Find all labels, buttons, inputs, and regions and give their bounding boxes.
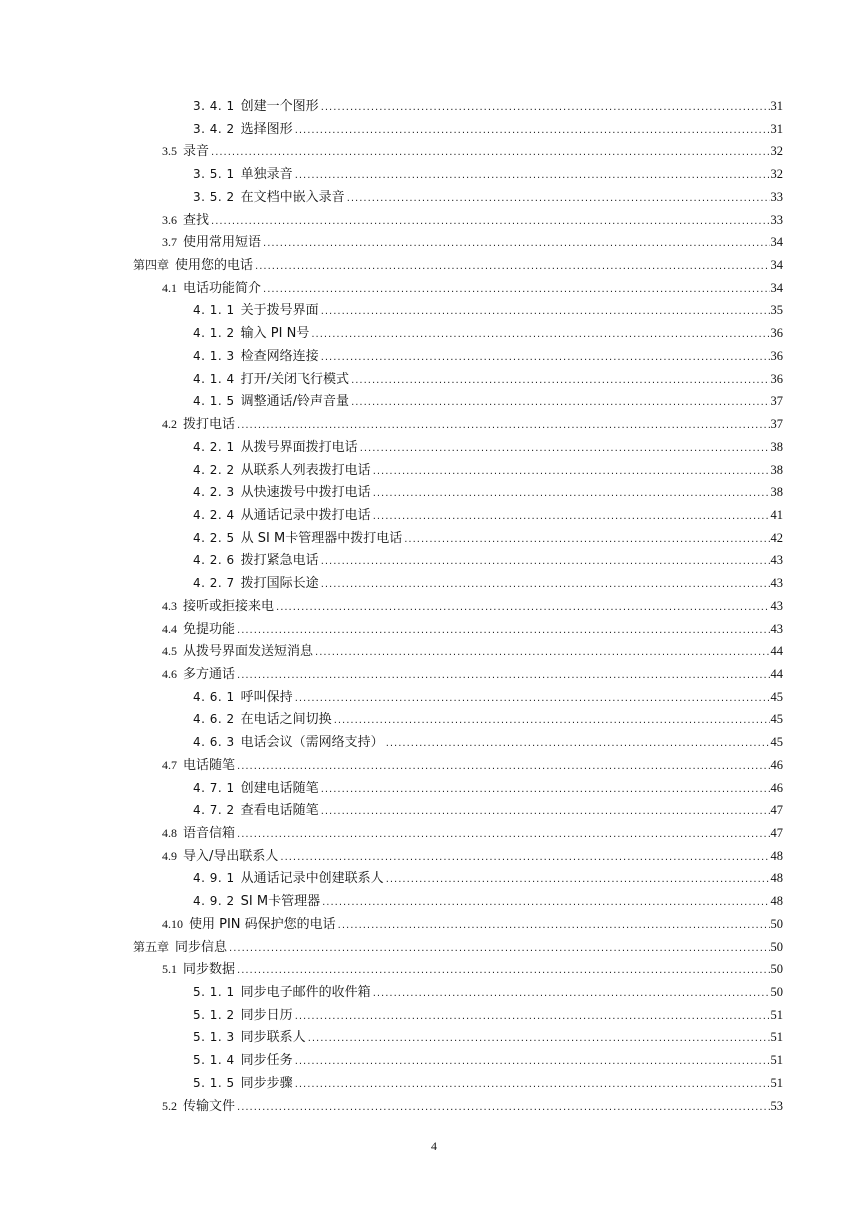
toc-entry[interactable] bbox=[0, 186, 868, 209]
toc-entry-page: 31 bbox=[770, 99, 783, 113]
toc-entry-row bbox=[193, 552, 783, 570]
dot-leader bbox=[373, 509, 770, 525]
toc-entry-row bbox=[193, 302, 783, 320]
toc-entry-title: 从快速拨号中拨打电话 bbox=[240, 485, 371, 501]
toc-entry-page: 32 bbox=[770, 167, 783, 182]
toc-entry-row bbox=[162, 643, 783, 661]
toc-entry-title: 同步数据 bbox=[183, 962, 236, 978]
toc-entry-row bbox=[193, 530, 783, 548]
toc-entry-page: 36 bbox=[770, 371, 783, 386]
toc-entry-title: 输入 PI N号 bbox=[240, 326, 310, 342]
toc-entry-page: 45 bbox=[770, 712, 783, 727]
toc-entry-title: 拨打紧急电话 bbox=[240, 553, 319, 569]
toc-entry-row bbox=[193, 575, 783, 593]
toc-entry-page: 41 bbox=[770, 507, 783, 522]
dot-leader bbox=[334, 713, 770, 729]
toc-entry[interactable] bbox=[0, 95, 868, 118]
toc-entry-number: 5. 1. 3 bbox=[193, 1030, 235, 1045]
toc-entry-number: 4. 1. 1 bbox=[193, 303, 235, 318]
toc-entry[interactable] bbox=[0, 277, 868, 300]
toc-entry-page: 51 bbox=[770, 1075, 783, 1090]
toc-entry-number: 4.8 bbox=[162, 826, 177, 840]
toc-entry-number: 3. 4. 2 bbox=[193, 121, 235, 136]
toc-entry-page: 37 bbox=[770, 417, 783, 432]
toc-entry-title: 传输文件 bbox=[183, 1098, 236, 1114]
dot-leader bbox=[360, 441, 770, 457]
toc-entry-title: 电话功能简介 bbox=[183, 280, 262, 296]
toc-entry-title: 调整通话/铃声音量 bbox=[240, 394, 350, 410]
toc-entry[interactable] bbox=[0, 1072, 868, 1095]
toc-entry[interactable] bbox=[0, 913, 868, 936]
toc-entry-page: 48 bbox=[770, 894, 783, 909]
toc-entry-row bbox=[193, 1052, 783, 1070]
toc-entry-title: 电话随笔 bbox=[183, 757, 236, 773]
toc-entry[interactable] bbox=[0, 231, 868, 254]
toc-entry-title: 选择图形 bbox=[240, 121, 293, 137]
toc-entry-row bbox=[162, 666, 783, 684]
dot-leader bbox=[237, 668, 769, 684]
toc-entry[interactable] bbox=[0, 413, 868, 436]
toc-entry-title: 导入/导出联系人 bbox=[183, 848, 279, 864]
toc-entry[interactable] bbox=[0, 754, 868, 777]
dot-leader bbox=[308, 1031, 770, 1047]
toc-entry-title: 检查网络连接 bbox=[240, 348, 319, 364]
dot-leader bbox=[295, 1009, 770, 1025]
toc-entry-number: 4. 1. 5 bbox=[193, 394, 235, 409]
dot-leader bbox=[295, 691, 770, 707]
toc-entry-row bbox=[193, 802, 783, 820]
toc-entry-number: 4. 2. 6 bbox=[193, 553, 235, 568]
toc-entry[interactable] bbox=[0, 209, 868, 232]
dot-leader bbox=[351, 395, 769, 411]
toc-entry-title: 同步信息 bbox=[175, 939, 228, 955]
toc-entry-title: 呼叫保持 bbox=[240, 689, 293, 705]
toc-entry-title: 使用 PIN 码保护您的电话 bbox=[189, 916, 336, 932]
toc-entry[interactable] bbox=[0, 118, 868, 141]
dot-leader bbox=[322, 895, 769, 911]
toc-entry-title: 从通话记录中拨打电话 bbox=[240, 507, 371, 523]
toc-entry-row bbox=[193, 780, 783, 798]
toc-entry-page: 34 bbox=[770, 258, 783, 273]
toc-entry[interactable] bbox=[0, 1049, 868, 1072]
toc-entry-title: 拨打电话 bbox=[183, 417, 236, 433]
dot-leader bbox=[237, 418, 769, 434]
toc-entry-number: 4. 2. 5 bbox=[193, 530, 235, 545]
toc-entry-row bbox=[193, 984, 783, 1002]
dot-leader bbox=[295, 1077, 770, 1093]
toc-entry-number: 4. 7. 1 bbox=[193, 780, 235, 795]
toc-entry-page: 38 bbox=[770, 439, 783, 454]
toc-entry[interactable] bbox=[0, 686, 868, 709]
toc-entry-title: 拨打国际长途 bbox=[240, 576, 319, 592]
toc-entry-number: 4.1 bbox=[162, 280, 177, 295]
toc-entry-page: 50 bbox=[770, 985, 783, 1000]
toc-entry-page: 36 bbox=[770, 348, 783, 363]
dot-leader bbox=[386, 872, 770, 888]
dot-leader bbox=[295, 1054, 770, 1070]
toc-entry-number: 5. 1. 2 bbox=[193, 1007, 235, 1022]
dot-leader bbox=[321, 304, 770, 320]
dot-leader bbox=[373, 464, 770, 480]
toc-entry-number: 4.7 bbox=[162, 757, 177, 772]
toc-entry-row bbox=[162, 280, 783, 298]
toc-entry[interactable] bbox=[0, 1004, 868, 1027]
toc-entry-title: 在电话之间切换 bbox=[240, 712, 332, 728]
dot-leader bbox=[338, 918, 770, 934]
toc-entry-page: 51 bbox=[770, 1053, 783, 1068]
toc-entry-number: 4. 6. 1 bbox=[193, 689, 235, 704]
toc-entry-number: 3.5 bbox=[162, 144, 177, 159]
toc-entry-page: 47 bbox=[770, 803, 783, 818]
toc-entry-title: 电话会议（需网络支持） bbox=[240, 735, 384, 751]
toc-entry-title: 从联系人列表拨打电话 bbox=[240, 462, 371, 478]
toc-entry-row bbox=[193, 1007, 783, 1025]
toc-entry-title: SI M卡管理器 bbox=[240, 894, 321, 910]
toc-entry-page: 53 bbox=[770, 1098, 783, 1113]
dot-leader bbox=[321, 350, 770, 366]
dot-leader bbox=[237, 623, 769, 639]
toc-entry-row bbox=[162, 143, 783, 161]
toc-entry-title: 使用常用短语 bbox=[183, 235, 262, 251]
toc-entry-number: 4. 6. 3 bbox=[193, 735, 235, 750]
toc-entry-row bbox=[193, 893, 783, 911]
toc-entry[interactable] bbox=[0, 390, 868, 413]
dot-leader bbox=[211, 214, 769, 230]
toc-entry-page: 38 bbox=[770, 462, 783, 477]
toc-entry-page: 42 bbox=[770, 530, 783, 545]
toc-entry-row bbox=[162, 848, 783, 866]
toc-entry-title: 录音 bbox=[183, 144, 210, 160]
toc-entry-number: 4. 2. 3 bbox=[193, 485, 235, 500]
dot-leader bbox=[295, 123, 770, 139]
toc-entry[interactable] bbox=[0, 822, 868, 845]
dot-leader bbox=[404, 532, 769, 548]
toc-entry-row bbox=[133, 257, 783, 275]
toc-entry[interactable] bbox=[0, 595, 868, 618]
toc-entry-row bbox=[162, 212, 783, 230]
toc-entry-page: 35 bbox=[770, 303, 783, 318]
toc-entry[interactable] bbox=[0, 163, 868, 186]
toc-entry[interactable] bbox=[0, 867, 868, 890]
toc-entry-page: 45 bbox=[770, 735, 783, 750]
dot-leader bbox=[237, 759, 769, 775]
toc-entry-page: 36 bbox=[770, 326, 783, 341]
toc-entry-row bbox=[193, 484, 783, 502]
toc-entry[interactable] bbox=[0, 140, 868, 163]
toc-entry[interactable] bbox=[0, 618, 868, 641]
toc-entry-title: 多方通话 bbox=[183, 666, 236, 682]
toc-entry[interactable] bbox=[0, 459, 868, 482]
toc-entry-page: 43 bbox=[770, 598, 783, 613]
toc-entry-number: 5. 1. 1 bbox=[193, 985, 235, 1000]
toc-entry-title: 同步电子邮件的收件箱 bbox=[240, 985, 371, 1001]
toc-entry-page: 48 bbox=[770, 871, 783, 886]
dot-leader bbox=[321, 554, 770, 570]
toc-entry-row bbox=[193, 166, 783, 184]
toc-entry-title: 使用您的电话 bbox=[175, 258, 254, 274]
toc-entry-title: 打开/关闭飞行模式 bbox=[240, 371, 350, 387]
dot-leader bbox=[263, 282, 769, 298]
toc-entry-page: 50 bbox=[770, 916, 783, 931]
toc-entry-title: 在文档中嵌入录音 bbox=[240, 189, 345, 205]
toc-entry-page: 48 bbox=[770, 848, 783, 863]
toc-entry-page: 43 bbox=[770, 553, 783, 568]
toc-entry[interactable] bbox=[0, 958, 868, 981]
toc-entry[interactable] bbox=[0, 1026, 868, 1049]
dot-leader bbox=[237, 827, 769, 843]
toc-entry[interactable] bbox=[0, 572, 868, 595]
toc-entry-title: 查看电话随笔 bbox=[240, 803, 319, 819]
dot-leader bbox=[255, 259, 769, 275]
dot-leader bbox=[351, 373, 769, 389]
toc-entry-row bbox=[193, 439, 783, 457]
toc-entry-number: 3. 4. 1 bbox=[193, 99, 235, 113]
toc-entry-page: 43 bbox=[770, 576, 783, 591]
toc-entry[interactable] bbox=[0, 322, 868, 345]
toc-entry-number: 4. 1. 3 bbox=[193, 348, 235, 363]
toc-entry-row bbox=[162, 598, 783, 616]
toc-entry[interactable] bbox=[0, 504, 868, 527]
toc-entry-row bbox=[193, 689, 783, 707]
dot-leader bbox=[276, 600, 769, 616]
page-number: 4 bbox=[431, 1139, 437, 1153]
toc-entry-title: 接听或拒接来电 bbox=[183, 598, 275, 614]
toc-entry-number: 4. 6. 2 bbox=[193, 712, 235, 727]
toc-entry-title: 从拨号界面拨打电话 bbox=[240, 439, 358, 455]
toc-entry-title: 单独录音 bbox=[240, 167, 293, 183]
toc-entry-number: 4.2 bbox=[162, 417, 177, 432]
toc-entry-row bbox=[193, 98, 783, 116]
toc-entry-title: 从通话记录中创建联系人 bbox=[240, 871, 384, 887]
toc-entry[interactable] bbox=[0, 436, 868, 459]
toc-entry-number: 4.10 bbox=[162, 916, 183, 931]
toc-entry-title: 同步联系人 bbox=[240, 1030, 306, 1046]
toc-entry-row bbox=[193, 325, 783, 343]
toc-entry-title: 同步步骤 bbox=[240, 1075, 293, 1091]
toc-entry-row bbox=[162, 621, 783, 639]
dot-leader bbox=[280, 850, 769, 866]
toc-entry-number: 4.3 bbox=[162, 598, 177, 613]
toc-entry-number: 5. 1. 5 bbox=[193, 1075, 235, 1090]
dot-leader bbox=[386, 736, 770, 752]
toc-entry-page: 46 bbox=[770, 780, 783, 795]
toc-entry-number: 4. 9. 1 bbox=[193, 871, 235, 886]
toc-entry-title: 从 SI M卡管理器中拨打电话 bbox=[240, 530, 403, 546]
toc-entry-title: 查找 bbox=[183, 212, 210, 228]
toc-entry[interactable] bbox=[0, 640, 868, 663]
toc-entry-page: 51 bbox=[770, 1007, 783, 1022]
toc-entry-number: 3.7 bbox=[162, 235, 177, 250]
toc-entry-row bbox=[193, 371, 783, 389]
toc-entry-page: 37 bbox=[770, 394, 783, 409]
toc-entry-number: 4.6 bbox=[162, 666, 177, 681]
toc-entry-page: 45 bbox=[770, 689, 783, 704]
toc-entry-page: 44 bbox=[770, 666, 783, 681]
toc-entry[interactable] bbox=[0, 936, 868, 959]
toc-entry-row bbox=[162, 757, 783, 775]
dot-leader bbox=[347, 191, 770, 207]
toc-entry-page: 34 bbox=[770, 280, 783, 295]
toc-entry-page: 44 bbox=[770, 644, 783, 659]
toc-entry-title: 同步日历 bbox=[240, 1007, 293, 1023]
toc-entry-number: 4. 2. 2 bbox=[193, 462, 235, 477]
dot-leader bbox=[321, 804, 770, 820]
toc-entry-row bbox=[193, 189, 783, 207]
toc-entry[interactable] bbox=[0, 549, 868, 572]
toc-entry-number: 5.1 bbox=[162, 962, 177, 977]
dot-leader bbox=[295, 168, 770, 184]
toc-entry[interactable] bbox=[0, 481, 868, 504]
toc-entry-title: 创建电话随笔 bbox=[240, 780, 319, 796]
toc-entry-number: 3. 5. 2 bbox=[193, 189, 235, 204]
toc-entry[interactable] bbox=[0, 981, 868, 1004]
toc-entry-page: 50 bbox=[770, 962, 783, 977]
dot-leader bbox=[315, 645, 769, 661]
toc-entry-page: 38 bbox=[770, 485, 783, 500]
toc-entry-title: 语音信箱 bbox=[183, 826, 236, 841]
toc-entry-page: 32 bbox=[770, 144, 783, 159]
toc-entry-title: 同步任务 bbox=[240, 1053, 293, 1069]
toc-entry-page: 31 bbox=[770, 121, 783, 136]
toc-entry-title: 从拨号界面发送短消息 bbox=[183, 644, 314, 660]
toc-entry[interactable] bbox=[0, 527, 868, 550]
toc-entry[interactable] bbox=[0, 368, 868, 391]
dot-leader bbox=[211, 145, 769, 161]
toc-entry[interactable] bbox=[0, 799, 868, 822]
toc-entry-number: 4. 7. 2 bbox=[193, 803, 235, 818]
toc-entry[interactable] bbox=[0, 254, 868, 277]
toc-entry-page: 33 bbox=[770, 189, 783, 204]
toc-entry-row bbox=[162, 825, 783, 843]
toc-entry-row bbox=[193, 507, 783, 525]
toc-entry-number: 4. 1. 4 bbox=[193, 371, 235, 386]
toc-entry-page: 33 bbox=[770, 212, 783, 227]
toc-entry-row bbox=[133, 939, 783, 957]
toc-entry-row bbox=[162, 416, 783, 434]
toc-entry-number: 4. 9. 2 bbox=[193, 894, 235, 909]
toc-entry-row bbox=[193, 734, 783, 752]
toc-entry-title: 免提功能 bbox=[183, 621, 236, 637]
dot-leader bbox=[373, 986, 770, 1002]
toc-entry-number: 第四章 bbox=[133, 258, 170, 273]
toc-entry-row bbox=[162, 961, 783, 979]
dot-leader bbox=[311, 327, 769, 343]
toc-entry-number: 3.6 bbox=[162, 212, 177, 227]
toc-entry[interactable] bbox=[0, 1095, 868, 1118]
dot-leader bbox=[321, 782, 770, 798]
toc-entry-row bbox=[162, 234, 783, 252]
dot-leader bbox=[237, 963, 769, 979]
toc-entry-row bbox=[193, 870, 783, 888]
toc-entry-number: 第五章 bbox=[133, 939, 170, 954]
toc-entry-row bbox=[193, 393, 783, 411]
toc-entry[interactable] bbox=[0, 663, 868, 686]
toc-entry[interactable] bbox=[0, 299, 868, 322]
toc-entry-row bbox=[193, 1029, 783, 1047]
toc-entry-page: 50 bbox=[770, 939, 783, 954]
table-of-contents bbox=[0, 95, 868, 1117]
toc-entry-row bbox=[193, 348, 783, 366]
toc-entry-title: 创建一个图形 bbox=[240, 99, 319, 114]
toc-entry-title: 关于拨号界面 bbox=[240, 303, 319, 319]
dot-leader bbox=[229, 941, 769, 957]
toc-entry-row bbox=[193, 1075, 783, 1093]
toc-entry[interactable] bbox=[0, 777, 868, 800]
dot-leader bbox=[321, 100, 770, 116]
toc-entry-row bbox=[193, 462, 783, 480]
toc-entry-number: 4. 2. 7 bbox=[193, 576, 235, 591]
toc-entry-page: 43 bbox=[770, 621, 783, 636]
toc-entry-row bbox=[193, 121, 783, 139]
toc-entry-number: 5.2 bbox=[162, 1098, 177, 1113]
toc-entry[interactable] bbox=[0, 890, 868, 913]
toc-entry-page: 51 bbox=[770, 1030, 783, 1045]
toc-entry-page: 34 bbox=[770, 235, 783, 250]
toc-entry-number: 4.5 bbox=[162, 644, 177, 659]
toc-entry[interactable] bbox=[0, 845, 868, 868]
toc-entry-number: 4.4 bbox=[162, 621, 177, 636]
dot-leader bbox=[321, 577, 770, 593]
toc-entry-number: 5. 1. 4 bbox=[193, 1053, 235, 1068]
toc-entry-row bbox=[162, 1098, 783, 1116]
toc-entry-page: 46 bbox=[770, 757, 783, 772]
dot-leader bbox=[263, 236, 769, 252]
toc-entry-row bbox=[162, 916, 783, 934]
toc-entry-number: 4. 1. 2 bbox=[193, 326, 235, 341]
toc-entry[interactable] bbox=[0, 345, 868, 368]
toc-entry[interactable] bbox=[0, 731, 868, 754]
dot-leader bbox=[237, 1100, 769, 1116]
toc-entry-number: 3. 5. 1 bbox=[193, 167, 235, 182]
toc-entry-number: 4. 2. 1 bbox=[193, 439, 235, 454]
toc-entry[interactable] bbox=[0, 708, 868, 731]
toc-entry-number: 4. 2. 4 bbox=[193, 507, 235, 522]
toc-entry-page: 47 bbox=[770, 826, 783, 840]
dot-leader bbox=[373, 486, 770, 502]
toc-entry-row bbox=[193, 711, 783, 729]
toc-entry-number: 4.9 bbox=[162, 848, 177, 863]
